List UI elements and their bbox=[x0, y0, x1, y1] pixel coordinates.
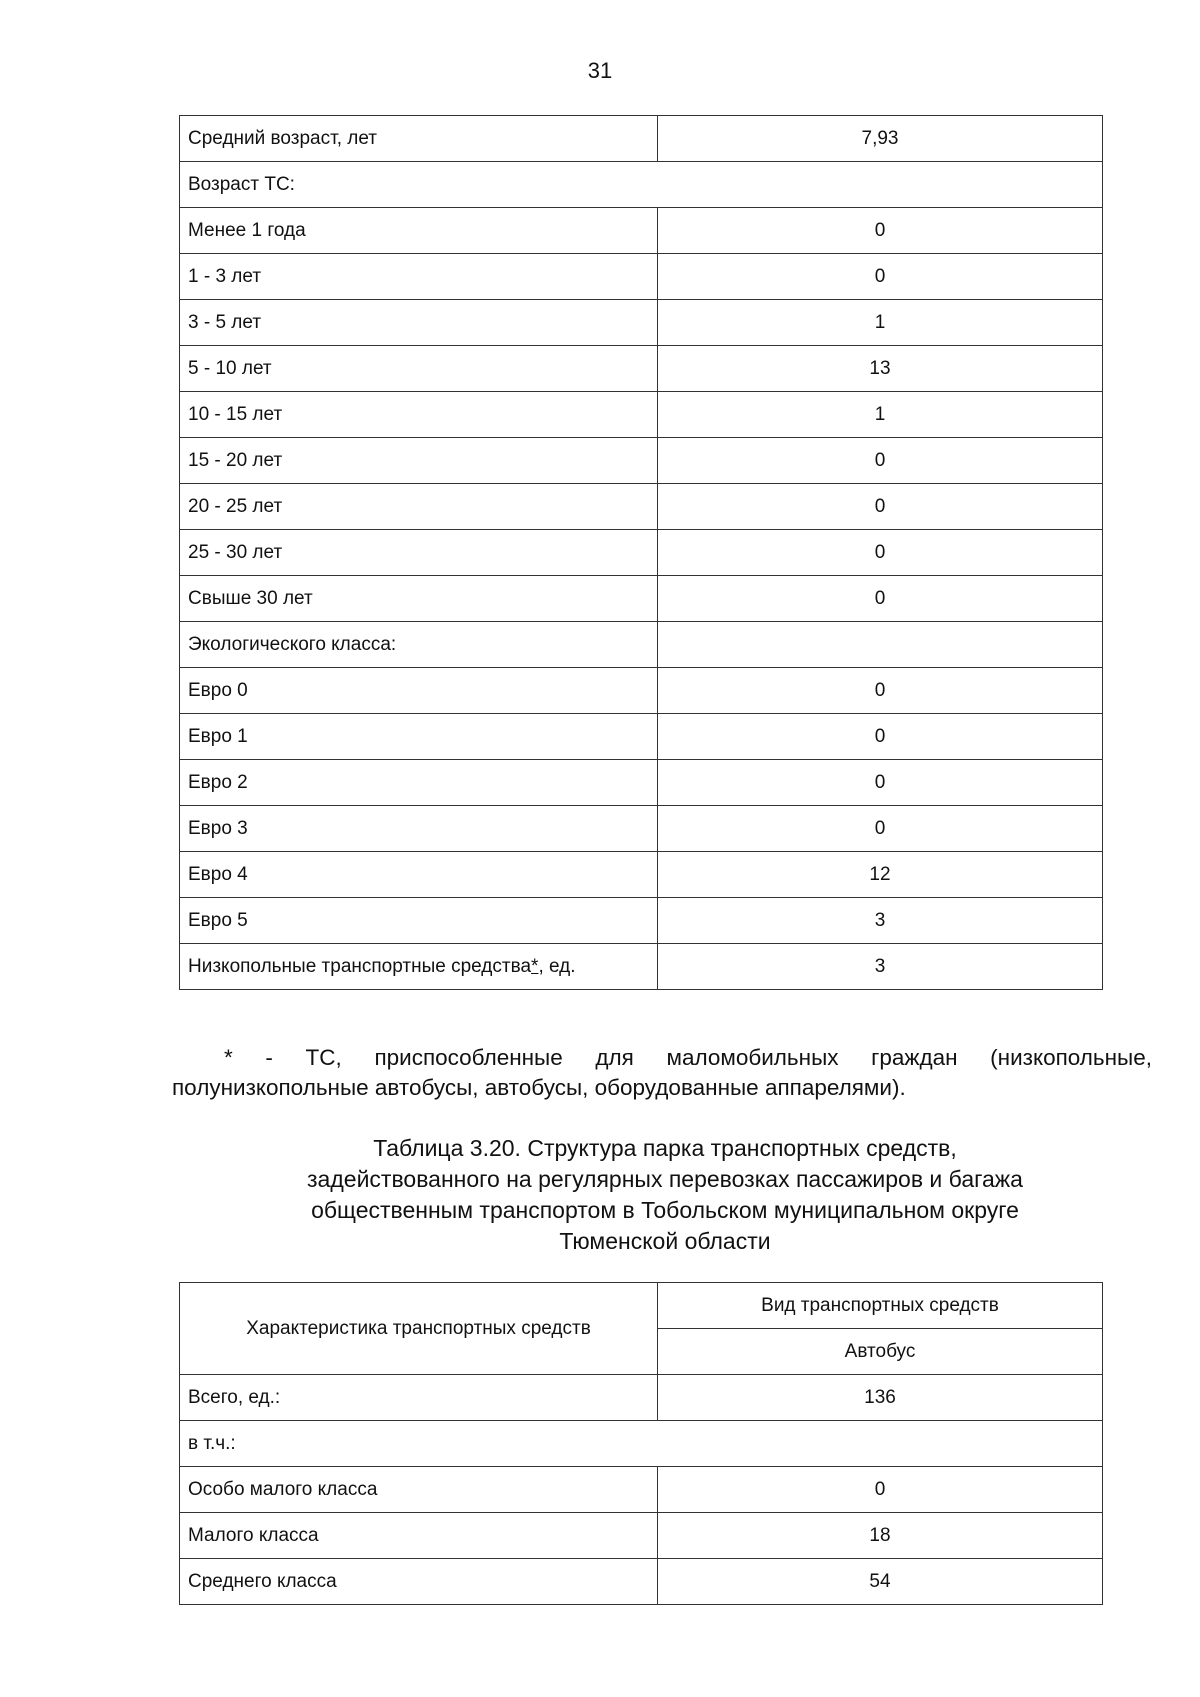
table-row bbox=[180, 1375, 1103, 1421]
lowfloor-section bbox=[180, 944, 1103, 990]
table-row bbox=[180, 668, 1103, 714]
row-label: Свыше 30 лет bbox=[180, 576, 658, 622]
row-label: Евро 4 bbox=[180, 852, 658, 898]
row-value: 7,93 bbox=[658, 116, 1103, 162]
table-row bbox=[180, 346, 1103, 392]
row-label: Евро 2 bbox=[180, 760, 658, 806]
table-row bbox=[180, 208, 1103, 254]
table-row bbox=[180, 1421, 1103, 1467]
row-value: 0 bbox=[658, 1467, 1103, 1513]
table-row bbox=[180, 254, 1103, 300]
table-row bbox=[180, 392, 1103, 438]
lowfloor-label-cell bbox=[180, 944, 658, 990]
footnote-line-2: полунизкопольные автобусы, автобусы, оборудованные аппарелями). bbox=[172, 1075, 906, 1100]
row-value: 0 bbox=[658, 438, 1103, 484]
lowfloor-label: Низкопольные транспортные средства bbox=[188, 955, 532, 977]
row-label: Евро 1 bbox=[180, 714, 658, 760]
row-label: 5 - 10 лет bbox=[180, 346, 658, 392]
table-row bbox=[180, 852, 1103, 898]
table-row bbox=[180, 622, 1103, 668]
row-label: Евро 5 bbox=[180, 898, 658, 944]
table-row bbox=[180, 714, 1103, 760]
row-label: 25 - 30 лет bbox=[180, 530, 658, 576]
table-row bbox=[180, 1467, 1103, 1513]
row-value: 12 bbox=[658, 852, 1103, 898]
row-value bbox=[658, 622, 1103, 668]
row-value: 0 bbox=[658, 530, 1103, 576]
table-row bbox=[180, 1513, 1103, 1559]
row-value: 18 bbox=[658, 1513, 1103, 1559]
table-row bbox=[180, 162, 1103, 208]
footnote-mark: * bbox=[531, 955, 539, 977]
header-characteristic: Характеристика транспортных средств bbox=[180, 1283, 658, 1375]
footnote bbox=[172, 1043, 1152, 1103]
lowfloor-value: 3 bbox=[658, 944, 1103, 990]
header-bus: Автобус bbox=[658, 1329, 1103, 1375]
row-value: 0 bbox=[658, 806, 1103, 852]
row-label: Среднего класса bbox=[180, 1559, 658, 1605]
row-value: 0 bbox=[658, 760, 1103, 806]
caption-line-4: Тюменской области bbox=[559, 1228, 771, 1254]
row-label: Особо малого класса bbox=[180, 1467, 658, 1513]
row-label: 10 - 15 лет bbox=[180, 392, 658, 438]
lowfloor-unit: , ед. bbox=[538, 955, 576, 977]
row-label: Средний возраст, лет bbox=[180, 116, 658, 162]
row-label: Возраст ТС: bbox=[180, 162, 1103, 208]
table-row bbox=[180, 300, 1103, 346]
fleet-structure-header bbox=[180, 1283, 1103, 1375]
row-label: Менее 1 года bbox=[180, 208, 658, 254]
row-label: 20 - 25 лет bbox=[180, 484, 658, 530]
header-vehicle-type: Вид транспортных средств bbox=[658, 1283, 1103, 1329]
vehicle-age-table bbox=[179, 115, 1103, 990]
table-row-lowfloor bbox=[180, 944, 1103, 990]
fleet-structure-table bbox=[179, 1282, 1103, 1605]
row-label: Евро 0 bbox=[180, 668, 658, 714]
row-label: Малого класса bbox=[180, 1513, 658, 1559]
row-value: 136 bbox=[658, 1375, 1103, 1421]
table-row bbox=[180, 530, 1103, 576]
row-value: 1 bbox=[658, 300, 1103, 346]
row-value: 0 bbox=[658, 668, 1103, 714]
table-row bbox=[180, 760, 1103, 806]
table-row bbox=[180, 116, 1103, 162]
caption-line-1: Таблица 3.20. Структура парка транспортных средств, bbox=[373, 1135, 957, 1161]
row-label: Всего, ед.: bbox=[180, 1375, 658, 1421]
row-value: 54 bbox=[658, 1559, 1103, 1605]
row-value: 3 bbox=[658, 898, 1103, 944]
caption-line-3: общественным транспортом в Тобольском муниципальном округе bbox=[311, 1197, 1019, 1223]
row-value: 0 bbox=[658, 484, 1103, 530]
table-row bbox=[180, 806, 1103, 852]
row-value: 0 bbox=[658, 576, 1103, 622]
row-value: 0 bbox=[658, 714, 1103, 760]
row-label: в т.ч.: bbox=[180, 1421, 1103, 1467]
row-label: 1 - 3 лет bbox=[180, 254, 658, 300]
table-row bbox=[180, 438, 1103, 484]
page-number: 31 bbox=[587, 58, 613, 83]
row-label: Экологического класса: bbox=[180, 622, 658, 668]
caption-line-2: задействованного на регулярных перевозках пассажиров и багажа bbox=[307, 1166, 1023, 1192]
vehicle-age-table-body bbox=[180, 116, 1103, 944]
table-row bbox=[180, 576, 1103, 622]
table-caption bbox=[200, 1133, 1130, 1257]
table-row bbox=[180, 898, 1103, 944]
footnote-line-1: * - ТС, приспособленные для маломобильных граждан (низкопольные, bbox=[224, 1045, 1152, 1070]
row-value: 0 bbox=[658, 254, 1103, 300]
row-label: Евро 3 bbox=[180, 806, 658, 852]
row-value: 13 bbox=[658, 346, 1103, 392]
fleet-structure-table-body bbox=[180, 1375, 1103, 1605]
table-row bbox=[180, 484, 1103, 530]
row-value: 1 bbox=[658, 392, 1103, 438]
row-value: 0 bbox=[658, 208, 1103, 254]
row-label: 3 - 5 лет bbox=[180, 300, 658, 346]
table-row bbox=[180, 1559, 1103, 1605]
header-row-1 bbox=[180, 1283, 1103, 1329]
row-label: 15 - 20 лет bbox=[180, 438, 658, 484]
